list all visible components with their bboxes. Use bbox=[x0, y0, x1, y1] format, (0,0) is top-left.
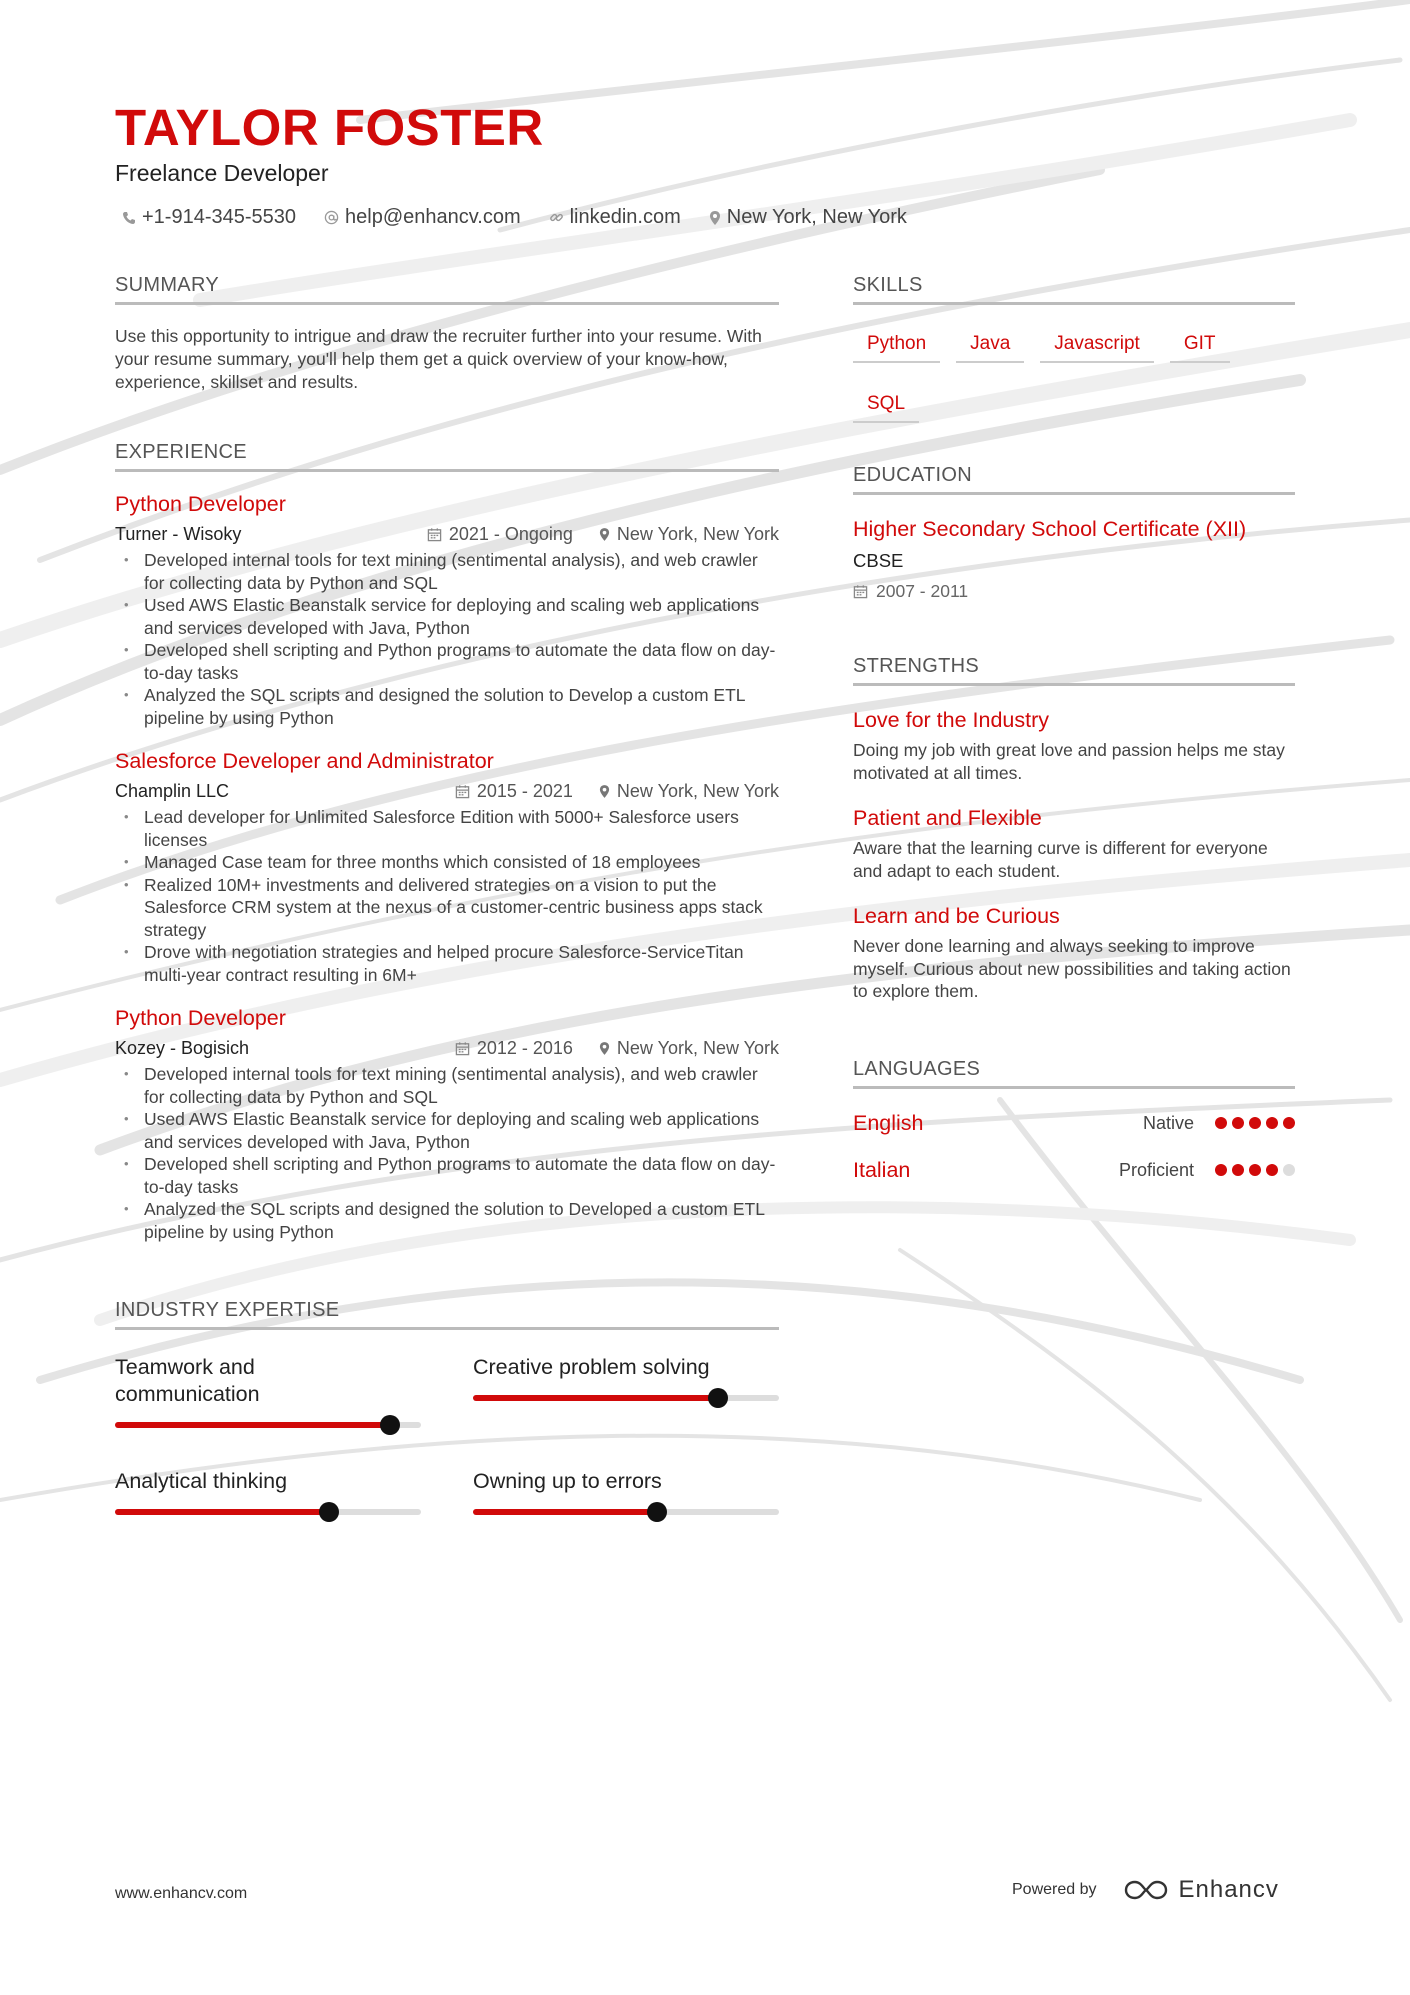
strength-title: Love for the Industry bbox=[853, 708, 1049, 732]
education-degree: Higher Secondary School Certificate (XII) bbox=[853, 517, 1247, 541]
job-bullets bbox=[115, 549, 779, 729]
strength-desc: Doing my job with great love and passion helps me stay motivated at all times. bbox=[853, 740, 1285, 783]
linkedin-text: linkedin.com bbox=[569, 206, 681, 228]
expertise-section bbox=[115, 1299, 779, 1515]
at-icon bbox=[324, 210, 339, 225]
expertise-fill bbox=[115, 1422, 390, 1428]
language-name: English bbox=[853, 1110, 924, 1135]
skill-tag: Python bbox=[853, 329, 940, 363]
job-bullets bbox=[115, 806, 779, 986]
job-bullet: • Realized 10M+ investments and delivered strategies on a vision to put the Salesforce CRM system at the nexus of a customer-centric business apps stack strategy bbox=[115, 874, 779, 942]
job-bullet: • Lead developer for Unlimited Salesforce Edition with 5000+ Salesforce users licenses bbox=[115, 806, 779, 851]
job-bullet: • Used AWS Elastic Beanstalk service for deploying and scaling web applications and services developed with Java, Python bbox=[115, 594, 779, 639]
job-meta-right bbox=[429, 781, 779, 802]
strength-title: Learn and be Curious bbox=[853, 904, 1060, 928]
job-dates bbox=[427, 524, 573, 545]
footer-website[interactable]: www.enhancv.com bbox=[115, 1885, 248, 1902]
contact-email[interactable] bbox=[324, 206, 521, 229]
expertise-knob bbox=[380, 1415, 400, 1435]
job-meta-right bbox=[401, 524, 779, 545]
job-location-text: New York, New York bbox=[616, 781, 779, 801]
expertise-fill bbox=[473, 1509, 657, 1515]
expertise-fill bbox=[115, 1509, 329, 1515]
expertise-item bbox=[115, 1354, 421, 1428]
strength-item bbox=[853, 904, 1295, 1003]
skills-section bbox=[853, 274, 1295, 449]
calendar-icon bbox=[455, 784, 470, 799]
job-dates bbox=[455, 781, 573, 802]
candidate-name: TAYLOR FOSTER bbox=[115, 99, 544, 156]
contact-bar bbox=[122, 206, 935, 229]
expertise-fill bbox=[473, 1395, 718, 1401]
job-company: Turner - Wisoky bbox=[115, 524, 242, 544]
job-dates-text: 2021 - Ongoing bbox=[448, 524, 573, 544]
job-entry bbox=[115, 492, 779, 729]
job-location-text: New York, New York bbox=[616, 524, 779, 544]
strength-item bbox=[853, 806, 1295, 882]
job-bullet: • Drove with negotiation strategies and helped procure Salesforce-ServiceTitan multi-year contract resulting in 6M+ bbox=[115, 941, 779, 986]
location-icon bbox=[599, 784, 610, 799]
language-dot-filled bbox=[1232, 1117, 1244, 1129]
language-dot-filled bbox=[1215, 1164, 1227, 1176]
job-entry bbox=[115, 1006, 779, 1243]
language-row bbox=[853, 1158, 1295, 1183]
candidate-role: Freelance Developer bbox=[115, 160, 329, 186]
strengths-heading: STRENGTHS bbox=[853, 655, 1295, 686]
footer-powered bbox=[1012, 1876, 1279, 1904]
summary-section bbox=[115, 274, 779, 394]
language-level: Native bbox=[1142, 1112, 1194, 1133]
location-icon bbox=[599, 527, 610, 542]
calendar-icon bbox=[427, 527, 442, 542]
job-bullet: • Developed internal tools for text mining (sentimental analysis), and web crawler for collecting data by Python and SQL bbox=[115, 1063, 779, 1108]
phone-icon bbox=[122, 211, 136, 225]
expertise-grid bbox=[115, 1354, 779, 1515]
language-dot-filled bbox=[1266, 1164, 1278, 1176]
job-bullet: • Managed Case team for three months which consisted of 18 employees bbox=[115, 851, 779, 874]
contact-phone[interactable] bbox=[122, 206, 296, 229]
languages-section bbox=[853, 1058, 1295, 1183]
expertise-label: Teamwork and communication bbox=[115, 1355, 260, 1406]
experience-section bbox=[115, 441, 779, 1243]
job-dates-text: 2015 - 2021 bbox=[476, 781, 573, 801]
job-dates-text: 2012 - 2016 bbox=[476, 1038, 573, 1058]
language-dots bbox=[1210, 1164, 1295, 1176]
skill-tag: Javascript bbox=[1040, 329, 1154, 363]
expertise-knob bbox=[708, 1388, 728, 1408]
job-meta bbox=[115, 781, 779, 802]
contact-linkedin[interactable] bbox=[549, 206, 681, 229]
expertise-label: Creative problem solving bbox=[473, 1355, 710, 1379]
summary-heading: SUMMARY bbox=[115, 274, 779, 305]
phone-text: +1-914-345-5530 bbox=[142, 206, 297, 228]
location-icon bbox=[709, 210, 721, 226]
language-row bbox=[853, 1111, 1295, 1136]
location-icon bbox=[599, 1041, 610, 1056]
powered-by-text: Powered by bbox=[1012, 1881, 1097, 1898]
language-dot-filled bbox=[1215, 1117, 1227, 1129]
strength-title: Patient and Flexible bbox=[853, 806, 1042, 830]
expertise-label: Owning up to errors bbox=[473, 1469, 662, 1493]
language-dot-filled bbox=[1249, 1164, 1261, 1176]
skill-tag: GIT bbox=[1170, 329, 1230, 363]
expertise-label: Analytical thinking bbox=[115, 1469, 288, 1493]
job-bullet: • Analyzed the SQL scripts and designed the solution to Developed a custom ETL pipeline by using Python bbox=[115, 1198, 779, 1243]
link-icon bbox=[549, 210, 564, 225]
job-dates bbox=[455, 1038, 573, 1059]
calendar-icon bbox=[853, 584, 868, 599]
education-dates bbox=[853, 581, 1295, 602]
job-title: Python Developer bbox=[115, 1006, 286, 1030]
brand-logo[interactable] bbox=[1123, 1876, 1279, 1904]
expertise-bar bbox=[115, 1509, 421, 1515]
job-bullet: • Analyzed the SQL scripts and designed the solution to Develop a custom ETL pipeline by using Python bbox=[115, 684, 779, 729]
language-level: Proficient bbox=[1118, 1159, 1194, 1180]
language-dots bbox=[1210, 1117, 1295, 1129]
education-section bbox=[853, 464, 1295, 602]
job-title: Salesforce Developer and Administrator bbox=[115, 749, 494, 773]
email-text: help@enhancv.com bbox=[345, 206, 521, 228]
job-location bbox=[599, 524, 779, 545]
calendar-icon bbox=[455, 1041, 470, 1056]
job-bullets bbox=[115, 1063, 779, 1243]
skill-tag: SQL bbox=[853, 389, 919, 423]
job-meta bbox=[115, 1038, 779, 1059]
language-dot-filled bbox=[1266, 1117, 1278, 1129]
education-heading: EDUCATION bbox=[853, 464, 1295, 495]
job-company: Champlin LLC bbox=[115, 781, 230, 801]
brand-text: Enhancv bbox=[1178, 1876, 1279, 1903]
skills-heading: SKILLS bbox=[853, 274, 1295, 305]
expertise-item bbox=[473, 1354, 779, 1428]
job-entry bbox=[115, 749, 779, 986]
summary-text: Use this opportunity to intrigue and draw the recruiter further into your resume. With your resume summary, you'll help them get a quick overview of your know-how, experience, skillset and results. bbox=[115, 326, 762, 392]
contact-location bbox=[709, 206, 907, 229]
job-location bbox=[599, 1038, 779, 1059]
left-column bbox=[115, 274, 779, 1515]
strengths-section bbox=[853, 655, 1295, 1003]
enhancv-logo-icon bbox=[1123, 1878, 1169, 1902]
language-dot-filled bbox=[1249, 1117, 1261, 1129]
languages-heading: LANGUAGES bbox=[853, 1058, 1295, 1089]
right-column bbox=[853, 274, 1295, 1183]
expertise-knob bbox=[647, 1502, 667, 1522]
job-location bbox=[599, 781, 779, 802]
job-meta-right bbox=[429, 1038, 779, 1059]
expertise-bar bbox=[115, 1422, 421, 1428]
job-title: Python Developer bbox=[115, 492, 286, 516]
strength-desc: Aware that the learning curve is different for everyone and adapt to each student. bbox=[853, 838, 1268, 881]
language-dot-filled bbox=[1283, 1117, 1295, 1129]
strength-desc: Never done learning and always seeking to improve myself. Curious about new possibilities and taking action to explore them. bbox=[853, 936, 1291, 1001]
language-dot-empty bbox=[1283, 1164, 1295, 1176]
education-dates-text: 2007 - 2011 bbox=[876, 581, 969, 601]
job-meta bbox=[115, 524, 779, 545]
job-bullet: • Developed shell scripting and Python programs to automate the data flow on day-to-day tasks bbox=[115, 639, 779, 684]
skill-tag: Java bbox=[956, 329, 1024, 363]
expertise-bar bbox=[473, 1509, 779, 1515]
job-bullet: • Used AWS Elastic Beanstalk service for deploying and scaling web applications and services developed with Java, Python bbox=[115, 1108, 779, 1153]
expertise-item bbox=[115, 1468, 421, 1515]
expertise-bar bbox=[473, 1395, 779, 1401]
expertise-knob bbox=[319, 1502, 339, 1522]
education-school: CBSE bbox=[853, 550, 904, 571]
strength-item bbox=[853, 708, 1295, 784]
experience-heading: EXPERIENCE bbox=[115, 441, 779, 472]
job-bullet: • Developed shell scripting and Python programs to automate the data flow on day-to-day tasks bbox=[115, 1153, 779, 1198]
job-company: Kozey - Bogisich bbox=[115, 1038, 250, 1058]
language-dot-filled bbox=[1232, 1164, 1244, 1176]
location-text: New York, New York bbox=[726, 206, 907, 228]
job-bullet: • Developed internal tools for text mining (sentimental analysis), and web crawler for collecting data by Python and SQL bbox=[115, 549, 779, 594]
expertise-heading: INDUSTRY EXPERTISE bbox=[115, 1299, 779, 1330]
job-location-text: New York, New York bbox=[616, 1038, 779, 1058]
expertise-item bbox=[473, 1468, 779, 1515]
skills-list bbox=[853, 329, 1295, 449]
language-name: Italian bbox=[853, 1157, 911, 1182]
